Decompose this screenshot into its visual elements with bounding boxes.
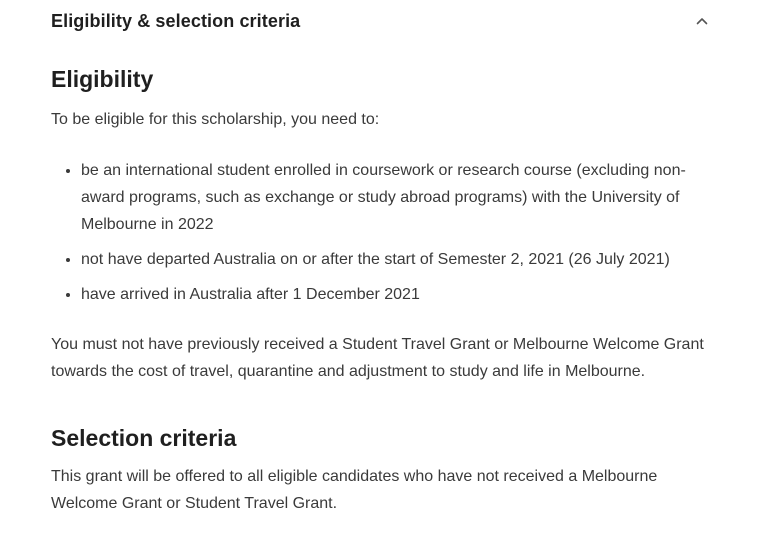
eligibility-heading: Eligibility (51, 66, 154, 92)
selection-heading: Selection criteria (51, 425, 237, 451)
chevron-up-icon[interactable] (695, 14, 709, 28)
list-item: • not have departed Australia on or after the start of Semester 2, 2021 (26 July 2021) (81, 246, 711, 273)
list-item: • have arrived in Australia after 1 December 2021 (81, 281, 711, 308)
eligibility-intro: To be eligible for this scholarship, you need to: (51, 111, 380, 128)
eligibility-list (51, 157, 711, 308)
note-prefix: You (51, 336, 83, 353)
accordion-title: Eligibility & selection criteria (51, 10, 301, 31)
eligibility-note (51, 331, 711, 385)
list-item: • be an international student enrolled in coursework or research course (excluding non-award programs, such as exchange or study abroad programs) with the University of Melbourne in 2022 (81, 157, 711, 238)
accordion-panel (51, 62, 711, 517)
selection-text: This grant will be offered to all eligible candidates who have not received a Melbourne Welcome Grant or Student Travel Grant. (51, 468, 658, 512)
note-suffix: have previously received a Student Travel Grant or Melbourne Welcome Grant towards the cost of travel, quarantine and adjustment to study and life in Melbourne. (51, 336, 704, 380)
accordion-toggle[interactable] (51, 0, 711, 42)
note-emphasis: must not (82, 336, 149, 353)
